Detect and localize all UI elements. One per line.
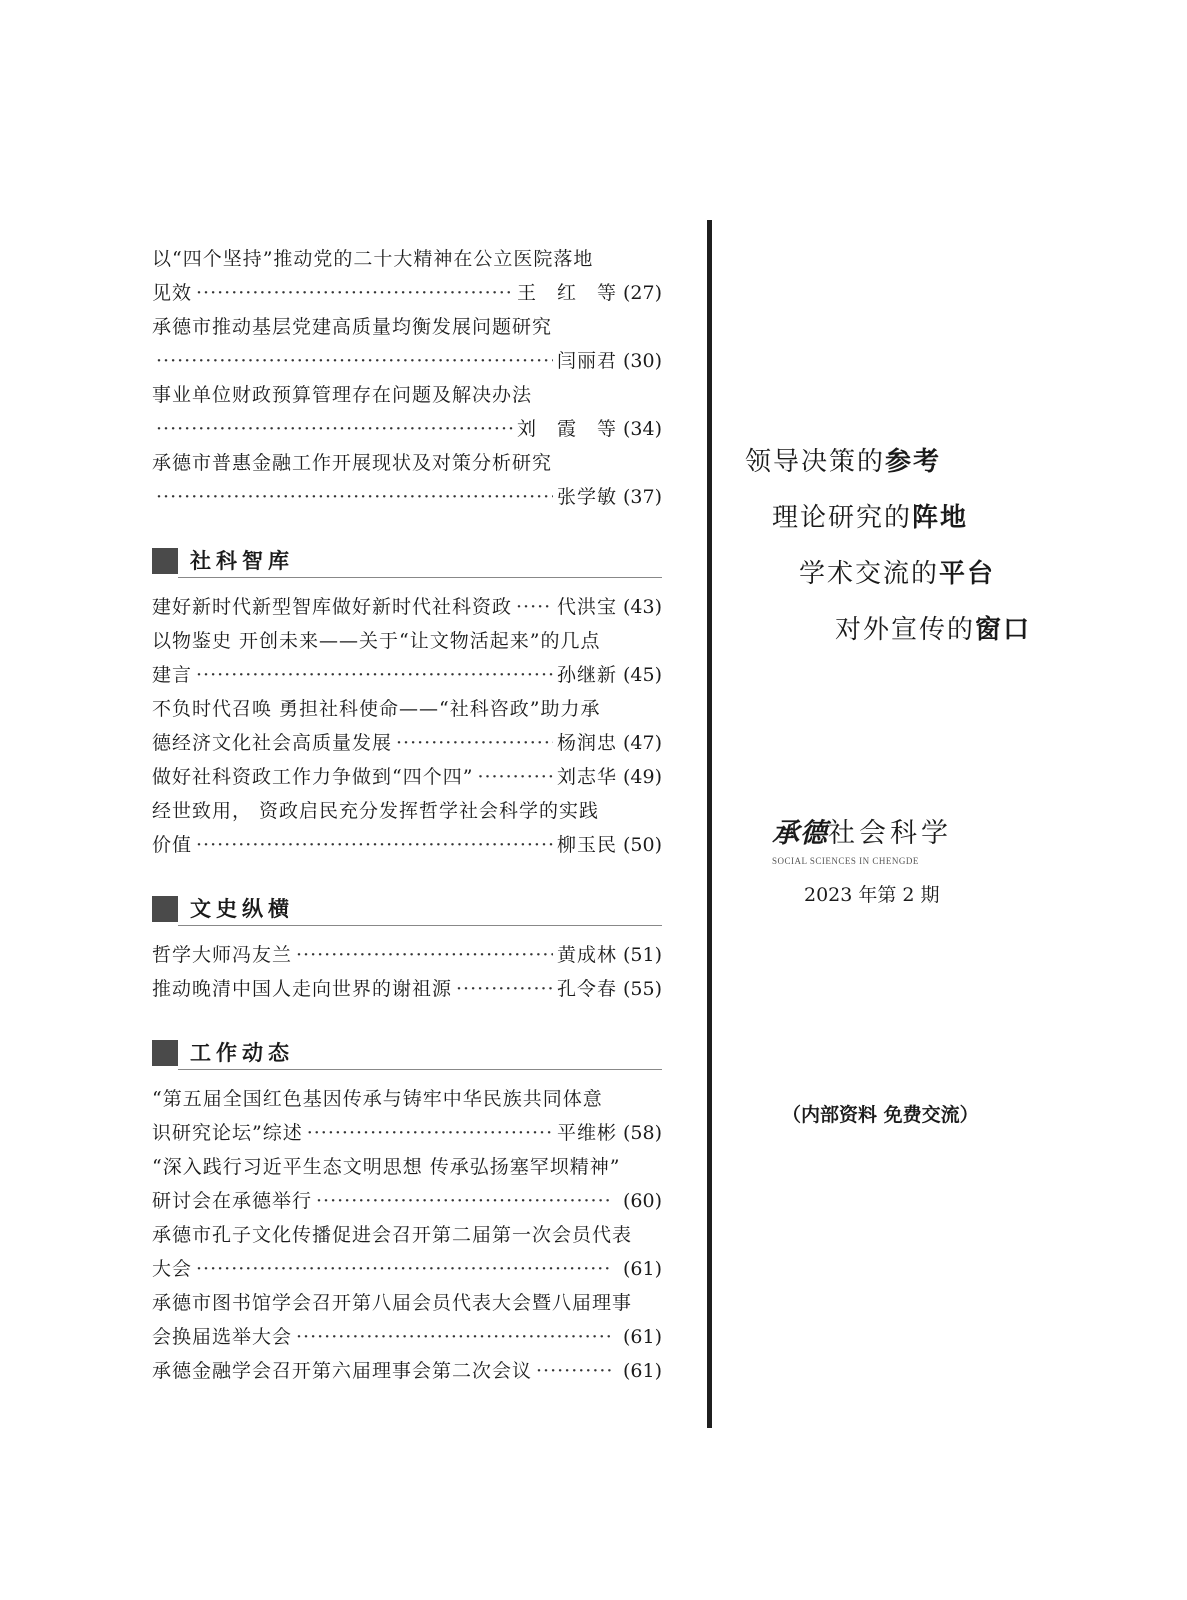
dot-leader bbox=[156, 344, 553, 378]
toc-entry-title: 哲学大师冯友兰 bbox=[152, 944, 293, 966]
toc-entry-author: 刘志华 bbox=[556, 766, 617, 788]
dot-leader bbox=[196, 828, 553, 862]
toc-entry-line bbox=[152, 446, 662, 480]
toc-entry bbox=[152, 1218, 662, 1286]
toc-entry bbox=[152, 1286, 662, 1354]
section-square-icon bbox=[152, 896, 178, 922]
toc-entry-page: (60) bbox=[622, 1190, 662, 1212]
section-underline bbox=[178, 577, 662, 578]
toc-entry-title: 不负时代召唤 勇担社科使命——“社科咨政”助力承 bbox=[152, 698, 601, 720]
toc-entry-line bbox=[152, 242, 662, 276]
toc-entry-page: (47) bbox=[622, 732, 662, 754]
toc-entry-title: 做好社科资政工作力争做到“四个四” bbox=[152, 766, 474, 788]
toc-entry-page: (30) bbox=[622, 350, 662, 372]
toc-entry-title: 会换届选举大会 bbox=[152, 1326, 293, 1348]
toc-entry-author: 黄成林 bbox=[556, 944, 617, 966]
toc-entry bbox=[152, 760, 662, 794]
toc-entry-line bbox=[152, 1116, 662, 1150]
dot-leader bbox=[196, 658, 553, 692]
motto-keyword: 参考 bbox=[885, 447, 942, 477]
toc-entry-line bbox=[152, 310, 662, 344]
toc-entry-title: 德经济文化社会高质量发展 bbox=[152, 732, 393, 754]
dot-leader bbox=[156, 480, 553, 514]
toc-entry-title: 以“四个坚持”推动党的二十大精神在公立医院落地 bbox=[152, 248, 594, 270]
toc-entry-line bbox=[152, 828, 662, 862]
toc-entry-line bbox=[152, 1252, 662, 1286]
toc-entry bbox=[152, 624, 662, 692]
toc-entry-title: 建好新时代新型智库做好新时代社科资政 bbox=[152, 596, 513, 618]
toc-entry-line bbox=[152, 1184, 662, 1218]
toc-entry-author: 杨润忠 bbox=[556, 732, 617, 754]
toc-entry-line bbox=[152, 590, 662, 624]
toc-entry-line bbox=[152, 692, 662, 726]
section-square-icon bbox=[152, 548, 178, 574]
toc-entry-title: 推动晚清中国人走向世界的谢祖源 bbox=[152, 978, 453, 1000]
toc-entry-line bbox=[152, 1150, 662, 1184]
toc-entry bbox=[152, 1082, 662, 1150]
toc-entry-line bbox=[152, 658, 662, 692]
toc-entry-line bbox=[152, 480, 662, 514]
toc-entry-title: 承德市推动基层党建高质量均衡发展问题研究 bbox=[152, 316, 553, 338]
toc-entry-title: 大会 bbox=[152, 1258, 193, 1280]
toc-entry bbox=[152, 446, 662, 514]
toc-entry-author: 王 红 等 bbox=[516, 282, 617, 304]
toc-entry bbox=[152, 590, 662, 624]
toc-entry-author: 代洪宝 bbox=[556, 596, 617, 618]
toc-entry-title: 承德金融学会召开第六届理事会第二次会议 bbox=[152, 1360, 533, 1382]
toc-entry-author: 刘 霞 等 bbox=[516, 418, 617, 440]
motto-line-3 bbox=[799, 556, 995, 592]
toc-entry bbox=[152, 1354, 662, 1388]
dot-leader bbox=[456, 972, 553, 1006]
toc-entry-page: (34) bbox=[622, 418, 662, 440]
toc-entry-page: (49) bbox=[622, 766, 662, 788]
motto-keyword: 阵地 bbox=[912, 503, 969, 533]
toc-entry-author: 张学敏 bbox=[556, 486, 617, 508]
dot-leader bbox=[396, 726, 553, 760]
toc-entry-title: 见效 bbox=[152, 282, 193, 304]
distribution-note: （内部资料 免费交流） bbox=[782, 1104, 979, 1126]
journal-english-name: SOCIAL SCIENCES IN CHENGDE bbox=[772, 856, 919, 866]
motto-line-4 bbox=[835, 612, 1031, 648]
dot-leader bbox=[296, 1320, 613, 1354]
motto-keyword: 平台 bbox=[939, 559, 996, 589]
motto-text: 领导决策的 bbox=[745, 447, 886, 477]
toc-entry-line bbox=[152, 938, 662, 972]
toc-entry-line bbox=[152, 1354, 662, 1388]
toc-entry-line bbox=[152, 1218, 662, 1252]
toc-entry-page: (61) bbox=[622, 1258, 662, 1280]
toc-entry-author: 孙继新 bbox=[556, 664, 617, 686]
dot-leader bbox=[316, 1184, 613, 1218]
toc-entry-title: 事业单位财政预算管理存在问题及解决办法 bbox=[152, 384, 533, 406]
toc-entry bbox=[152, 242, 662, 310]
toc-entry-author: 孔令春 bbox=[556, 978, 617, 1000]
toc-entry-line bbox=[152, 1082, 662, 1116]
toc-entry-title: 承德市图书馆学会召开第八届会员代表大会暨八届理事 bbox=[152, 1292, 633, 1314]
toc-entry-author: 柳玉民 bbox=[556, 834, 617, 856]
section-header bbox=[152, 1036, 662, 1070]
motto-text: 理论研究的 bbox=[772, 503, 913, 533]
vertical-divider bbox=[707, 220, 712, 1428]
toc-entry bbox=[152, 1150, 662, 1218]
toc-entry-page: (27) bbox=[622, 282, 662, 304]
toc-entry-line bbox=[152, 972, 662, 1006]
toc-entry-line bbox=[152, 794, 662, 828]
motto-line-1 bbox=[745, 444, 941, 480]
dot-leader bbox=[536, 1354, 613, 1388]
toc-entry-line bbox=[152, 412, 662, 446]
toc-entry bbox=[152, 310, 662, 378]
motto-line-2 bbox=[772, 500, 968, 536]
toc-entry-author: 平维彬 bbox=[556, 1122, 617, 1144]
toc-entry bbox=[152, 794, 662, 862]
toc-entry-page: (61) bbox=[622, 1326, 662, 1348]
journal-brand bbox=[772, 816, 972, 907]
toc-entry-page: (55) bbox=[622, 978, 662, 1000]
toc-entry-line bbox=[152, 1286, 662, 1320]
toc-entry-title: 承德市孔子文化传播促进会召开第二届第一次会员代表 bbox=[152, 1224, 633, 1246]
dot-leader bbox=[156, 412, 513, 446]
toc-entry-page: (61) bbox=[622, 1360, 662, 1382]
dot-leader bbox=[196, 276, 513, 310]
dot-leader bbox=[477, 760, 553, 794]
section-underline bbox=[178, 1069, 662, 1070]
motto-text: 学术交流的 bbox=[799, 559, 940, 589]
motto-keyword: 窗口 bbox=[975, 615, 1032, 645]
toc-entry bbox=[152, 938, 662, 972]
toc-entry-page: (43) bbox=[622, 596, 662, 618]
section-header bbox=[152, 544, 662, 578]
toc-entry-title: 价值 bbox=[152, 834, 193, 856]
toc-entry-line bbox=[152, 344, 662, 378]
toc-entry-title: “深入践行习近平生态文明思想 传承弘扬塞罕坝精神” bbox=[152, 1156, 621, 1178]
logo-text: 社会科学 bbox=[828, 818, 952, 849]
toc-entry-title: 建言 bbox=[152, 664, 193, 686]
section-underline bbox=[178, 925, 662, 926]
toc-entry-title: “第五届全国红色基因传承与铸牢中华民族共同体意 bbox=[152, 1088, 603, 1110]
motto-text: 对外宣传的 bbox=[835, 615, 976, 645]
issue-number: 2023 年第 2 期 bbox=[804, 884, 940, 906]
toc-entry-title: 以物鉴史 开创未来——关于“让文物活起来”的几点 bbox=[152, 630, 601, 652]
toc-entry bbox=[152, 692, 662, 760]
section-title: 文史纵横 bbox=[190, 896, 294, 921]
toc-entry bbox=[152, 972, 662, 1006]
table-of-contents bbox=[152, 242, 662, 1388]
toc-entry-page: (51) bbox=[622, 944, 662, 966]
toc-entry-title: 识研究论坛”综述 bbox=[152, 1122, 303, 1144]
toc-entry-page: (45) bbox=[622, 664, 662, 686]
dot-leader bbox=[296, 938, 553, 972]
section-title: 社科智库 bbox=[190, 548, 294, 573]
section-header bbox=[152, 892, 662, 926]
section-title: 工作动态 bbox=[190, 1040, 294, 1065]
toc-entry-line bbox=[152, 760, 662, 794]
toc-entry bbox=[152, 378, 662, 446]
toc-entry-page: (50) bbox=[622, 834, 662, 856]
toc-entry-title: 研讨会在承德举行 bbox=[152, 1190, 313, 1212]
toc-entry-line bbox=[152, 726, 662, 760]
section-square-icon bbox=[152, 1040, 178, 1066]
toc-entry-author: 闫丽君 bbox=[556, 350, 617, 372]
dot-leader bbox=[307, 1116, 553, 1150]
toc-entry-page: (58) bbox=[622, 1122, 662, 1144]
logo-calligraphy: 承德 bbox=[772, 818, 828, 849]
toc-entry-title: 承德市普惠金融工作开展现状及对策分析研究 bbox=[152, 452, 553, 474]
toc-entry-line bbox=[152, 1320, 662, 1354]
toc-entry-title: 经世致用， 资政启民充分发挥哲学社会科学的实践 bbox=[152, 800, 600, 822]
toc-entry-line bbox=[152, 378, 662, 412]
dot-leader bbox=[196, 1252, 613, 1286]
toc-entry-page: (37) bbox=[622, 486, 662, 508]
dot-leader bbox=[516, 590, 553, 624]
toc-entry-line bbox=[152, 624, 662, 658]
toc-entry-line bbox=[152, 276, 662, 310]
journal-logo bbox=[772, 816, 972, 852]
